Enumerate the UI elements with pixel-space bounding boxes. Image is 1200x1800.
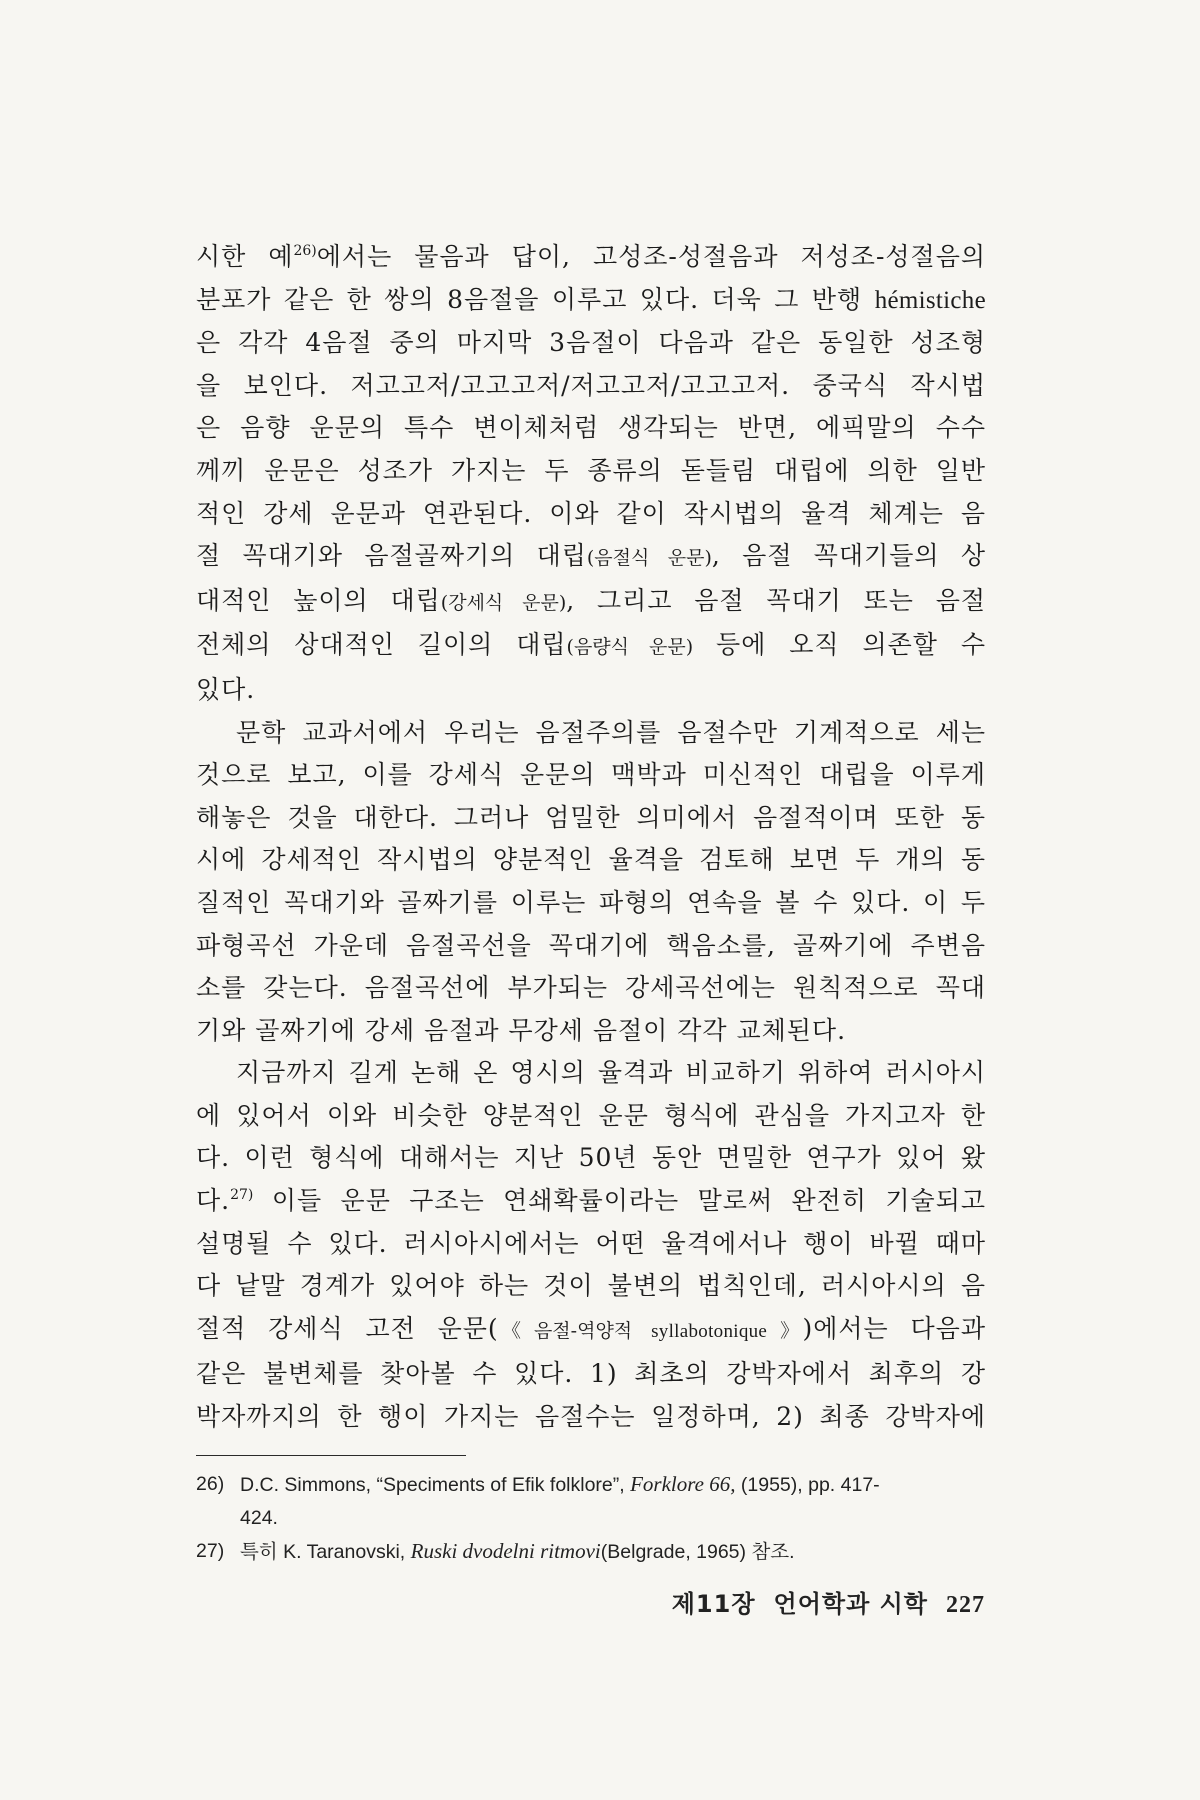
text-span: 전체의 상대적인 길이의 대립 <box>196 630 567 660</box>
text-span: 시한 예 <box>196 242 294 271</box>
foreign-term: syllabotonique <box>651 1320 768 1342</box>
text-line: 같은 불변체를 찾아볼 수 있다. 1) 최초의 강박자에서 최후의 강 <box>196 1359 986 1389</box>
text-line <box>196 1308 986 1354</box>
text-span: 분포가 같은 한 쌍의 8음절을 이루고 있다. 더욱 그 반행 <box>196 284 875 314</box>
text-span: , 그리고 음절 꼭대기 또는 음절 <box>566 585 986 615</box>
parenthetical: 《음절-역양적 <box>498 1319 652 1342</box>
text-line: 시에 강세적인 작시법의 양분적인 율격을 검토해 보면 두 개의 동 <box>196 845 986 875</box>
parenthetical: (음량식 운문) <box>566 636 694 659</box>
paragraph-1 <box>196 236 986 712</box>
text-line: 박자까지의 한 행이 가지는 음절수는 일정하며, 2) 최종 강박자에 <box>196 1402 986 1432</box>
text-line: 적인 강세 운문과 연관된다. 이와 같이 작시법의 율격 체계는 음 <box>196 498 986 528</box>
parenthetical: 》 <box>767 1319 803 1342</box>
footnote-ref-26[interactable]: 26) <box>293 243 317 259</box>
text-line: 다. 이런 형식에 대해서는 지난 50년 동안 면밀한 연구가 있어 왔 <box>196 1143 986 1173</box>
text-span: (Belgrade, 1965) 참조. <box>600 1541 795 1563</box>
text-line <box>196 1180 986 1223</box>
section-title: 언어학과 시학 <box>773 1590 928 1618</box>
foreign-term: hémistiche <box>874 286 986 314</box>
running-footer <box>672 1584 985 1619</box>
text-span: , 음절 꼭대기들의 상 <box>711 541 986 571</box>
text-line <box>196 279 986 323</box>
text-line <box>196 236 986 279</box>
text-line <box>196 580 986 625</box>
text-span: )에서는 다음과 <box>802 1313 986 1343</box>
text-line: 에 있어서 이와 비슷한 양분적인 운문 형식에 관심을 가지고자 한 <box>196 1100 986 1130</box>
citation-title: Forklore 66, <box>630 1472 736 1496</box>
footnote-number: 27) <box>196 1540 225 1562</box>
footnote-text <box>240 1535 986 1569</box>
footnote-26-continuation: 424. <box>240 1507 278 1529</box>
footnote-text <box>240 1468 986 1502</box>
text-line: 께끼 운문은 성조가 가지는 두 종류의 돋들림 대립에 의한 일반 <box>196 455 986 485</box>
body-text <box>196 236 986 1439</box>
text-span: 다. <box>196 1186 231 1216</box>
text-line: 설명될 수 있다. 러시아시에서는 어떤 율격에서나 행이 바뀔 때마 <box>196 1228 986 1258</box>
text-line: 있다. <box>196 674 256 704</box>
text-line: 다 낱말 경계가 있어야 하는 것이 불변의 법칙인데, 러시아시의 음 <box>196 1271 986 1301</box>
footnote-ref-27[interactable]: 27) <box>230 1187 254 1204</box>
text-span: 절적 강세식 고전 운문( <box>196 1313 499 1343</box>
chapter-label: 제11장 <box>671 1590 756 1618</box>
text-span: 등에 오직 의존할 수 <box>693 630 986 660</box>
text-line: 기와 골짜기에 강세 음절과 무강세 음절이 각각 교체된다. <box>196 1015 847 1045</box>
parenthetical: (강세식 운문) <box>440 591 567 614</box>
text-span: 절 꼭대기와 음절골짜기의 대립 <box>196 541 587 571</box>
text-line: 문학 교과서에서 우리는 음절주의를 음절수만 기계적으로 세는 <box>236 717 986 747</box>
text-span: 대적인 높이의 대립 <box>196 585 441 615</box>
text-span: D.C. Simmons, “Speciments of Efik folklore”, <box>240 1474 631 1496</box>
footnote-divider <box>196 1455 466 1456</box>
text-line <box>196 535 986 580</box>
paragraph-2 <box>196 712 986 1053</box>
text-span: 에서는 물음과 답이, 고성조-성절음과 저성조-성절음의 <box>316 242 986 271</box>
text-line: 해놓은 것을 대한다. 그러나 엄밀한 의미에서 음절적이며 또한 동 <box>196 802 986 832</box>
text-span: 특히 K. Taranovski, <box>240 1541 411 1563</box>
text-span: (1955), pp. 417- <box>735 1474 880 1496</box>
text-line: 소를 갖는다. 음절곡선에 부가되는 강세곡선에는 원칙적으로 꼭대 <box>196 973 986 1003</box>
text-line: 질적인 꼭대기와 골짜기를 이루는 파형의 연속을 볼 수 있다. 이 두 <box>196 887 986 917</box>
footnote-27 <box>196 1535 986 1569</box>
page-number: 227 <box>946 1592 985 1618</box>
text-line: 을 보인다. 저고고저/고고고저/저고고저/고고고저. 중국식 작시법 <box>196 370 986 400</box>
text-line: 지금까지 길게 논해 온 영시의 율격과 비교하기 위하여 러시아시 <box>236 1058 986 1088</box>
citation-title: Ruski dvodelni ritmovi <box>410 1539 601 1563</box>
text-line: 은 각각 4음절 중의 마지막 3음절이 다음과 같은 동일한 성조형 <box>196 328 986 358</box>
footnote-number: 26) <box>196 1473 225 1495</box>
paragraph-3 <box>196 1052 986 1438</box>
text-line <box>196 624 986 669</box>
parenthetical: (음절식 운문) <box>586 547 712 570</box>
footnotes <box>196 1468 986 1569</box>
text-line: 것으로 보고, 이를 강세식 운문의 맥박과 미신적인 대립을 이루게 <box>196 760 986 790</box>
footnote-26 <box>196 1468 986 1502</box>
text-line: 파형곡선 가운데 음절곡선을 꼭대기에 핵음소를, 골짜기에 주변음 <box>196 930 986 960</box>
text-line: 은 음향 운문의 특수 변이체처럼 생각되는 반면, 에픽말의 수수 <box>196 413 986 443</box>
text-span: 이들 운문 구조는 연쇄확률이라는 말로써 완전히 기술되고 <box>253 1186 986 1216</box>
